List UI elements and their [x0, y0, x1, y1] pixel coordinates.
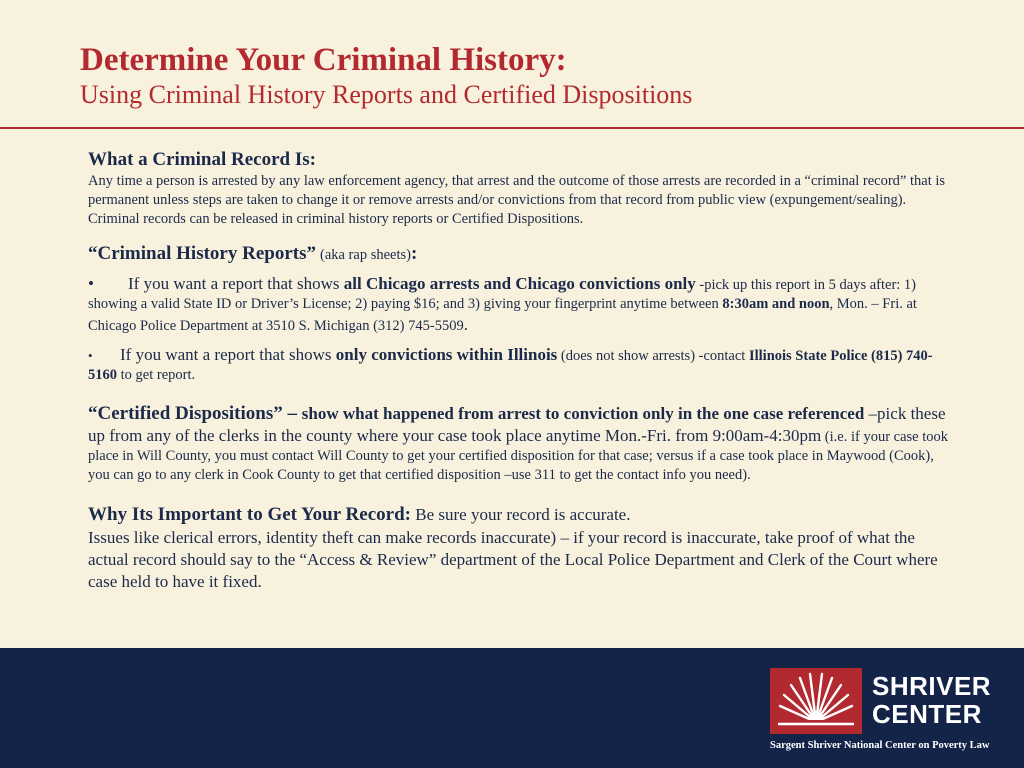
sunburst-icon [770, 668, 862, 734]
chicago-report-location: , Mon. – Fri. at Chicago Police Department at 3510 S. Michigan (312) 745-5509 [88, 296, 917, 334]
section-certified-dispositions [88, 403, 948, 485]
header-divider [0, 127, 1024, 129]
dispositions-pickup: –pick these up from any of the clerks in the county where your case took place anytime Mon.-Fri. from 9:00am-4:30pm [88, 404, 946, 445]
dispositions-heading: “Certified Dispositions” – [88, 403, 302, 424]
section-history-reports [88, 243, 948, 385]
criminal-record-heading: What a Criminal Record Is: [88, 149, 316, 170]
history-reports-heading: “Criminal History Reports” [88, 243, 316, 264]
logo-line-2: CENTER [872, 699, 982, 729]
slide-body [88, 148, 948, 593]
chicago-report-period: . [463, 315, 468, 334]
illinois-state-police-contact: Illinois State Police (815) 740-5160 [88, 348, 933, 383]
shriver-center-logo [766, 664, 998, 764]
history-reports-heading-line [88, 243, 948, 265]
illinois-report-scope: only convictions within Illinois [335, 345, 558, 364]
bullet-illinois-report [88, 344, 948, 385]
section-importance [88, 503, 948, 593]
chicago-report-hours: 8:30am and noon [722, 296, 830, 312]
illinois-report-lead: If you want a report that shows [120, 345, 336, 364]
illinois-report-rest: to get report. [117, 367, 196, 383]
history-reports-colon: : [410, 243, 418, 264]
importance-heading: Why Its Important to Get Your Record: [88, 504, 411, 525]
logo-line-1: SHRIVER [872, 671, 992, 701]
chicago-report-lead: If you want a report that shows [128, 274, 344, 293]
logo-wordmark [872, 672, 991, 728]
chicago-report-steps: -pick up this report in 5 days after: 1) showing a valid State ID or Driver’s License; 2) paying $16; and 3) giving your fingerprint anytime between [88, 277, 917, 312]
bullet-marker: • [88, 348, 93, 363]
slide-title: Determine Your Criminal History: [80, 42, 567, 78]
illinois-report-note: (does not show arrests) -contact [557, 348, 749, 364]
importance-text: Issues like clerical errors, identity theft can make records inaccurate) – if your record is inaccurate, take proof of what the actual record should say to the “Access & Review” department of the Local Police Department and Clerk of the Court where case held to have it fixed. [88, 528, 938, 591]
dispositions-definition: show what happened from arrest to conviction only in the one case referenced [301, 404, 865, 423]
section-criminal-record [88, 148, 948, 229]
chicago-report-scope: all Chicago arrests and Chicago convictions only [343, 274, 696, 293]
importance-lead: Be sure your record is accurate. [410, 505, 631, 524]
slide-header [80, 40, 994, 110]
logo-tagline: Sargent Shriver National Center on Poverty Law [770, 740, 990, 751]
slide-subtitle: Using Criminal History Reports and Certified Dispositions [80, 80, 693, 109]
bullet-marker: • [88, 274, 94, 293]
dispositions-example: (i.e. if your case took place in Will County, you must contact Will County to get your certified disposition for that case; versus if a case took place in Maywood (Cook), you can go to any clerk in Cook County to get that certified disposition –use 311 to get the contact info you need). [88, 429, 949, 483]
criminal-record-text: Any time a person is arrested by any law enforcement agency, that arrest and the outcome of those arrests are recorded in a “criminal record” that is permanent unless steps are taken to change it or remove arrests and/or convictions from that record from public view (expungement/sealing). Criminal records can be released in criminal history reports or Certified Dispositions. [88, 173, 946, 227]
history-reports-aka: (aka rap sheets) [319, 247, 411, 263]
bullet-chicago-report [88, 273, 948, 336]
